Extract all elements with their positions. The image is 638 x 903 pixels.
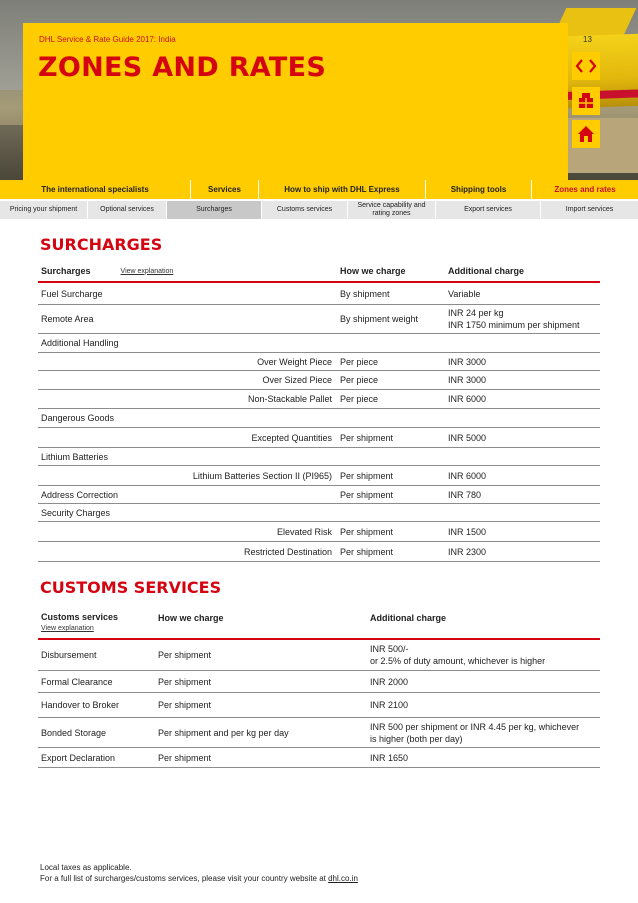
table-header-row	[38, 608, 600, 638]
row-name: Over Weight Piece	[38, 353, 336, 371]
cube-icon	[577, 92, 595, 110]
tab-import-services[interactable]: Import services	[541, 201, 638, 219]
row-how: Per shipment	[336, 522, 442, 542]
tab-how-to-ship[interactable]: How to ship with DHL Express	[259, 180, 425, 199]
col-header-how: How we charge	[158, 613, 224, 623]
row-charge: INR 2100	[364, 693, 600, 718]
row-name: Lithium Batteries Section II (PI965)	[38, 466, 336, 486]
row-name: Remote Area	[38, 305, 336, 334]
row-name: Address Correction	[38, 486, 336, 504]
col-header-additional: Additional charge	[370, 613, 447, 623]
row-how	[336, 334, 442, 353]
row-how: Per shipment	[336, 542, 442, 562]
tab-services[interactable]: Services	[191, 180, 258, 199]
table-row	[38, 718, 600, 748]
tab-pricing-your-shipment[interactable]: Pricing your shipment	[0, 201, 87, 219]
contents-button[interactable]	[572, 87, 600, 115]
row-charge: INR 2300	[442, 542, 600, 562]
row-charge	[364, 640, 600, 671]
view-explanation-link[interactable]: View explanation	[120, 267, 174, 275]
row-charge: INR 2000	[364, 671, 600, 693]
home-icon	[577, 125, 595, 143]
table-row	[38, 371, 600, 390]
row-charge: INR 1500	[442, 522, 600, 542]
tab-shipping-tools[interactable]: Shipping tools	[426, 180, 531, 199]
row-name: Formal Clearance	[38, 671, 154, 693]
row-how: Per shipment	[336, 466, 442, 486]
row-charge	[442, 448, 600, 466]
tab-zones-and-rates[interactable]: Zones and rates	[532, 180, 638, 199]
row-charge: INR 6000	[442, 390, 600, 409]
row-charge	[442, 305, 600, 334]
row-how: Per shipment	[154, 640, 364, 671]
row-how: Per shipment	[154, 748, 364, 768]
table-row	[38, 466, 600, 486]
charge-line: INR 500/-	[370, 644, 409, 654]
row-name: Disbursement	[38, 640, 154, 671]
row-charge: INR 3000	[442, 353, 600, 371]
tab-international-specialists[interactable]: The international specialists	[0, 180, 190, 199]
row-how	[336, 409, 442, 428]
row-how: Per shipment and per kg per day	[154, 718, 364, 748]
row-charge	[364, 718, 600, 748]
row-name: Restricted Destination	[38, 542, 336, 562]
col-header-surcharges	[38, 261, 336, 281]
row-charge: INR 780	[442, 486, 600, 504]
tab-optional-services[interactable]: Optional services	[88, 201, 166, 219]
row-charge	[442, 504, 600, 522]
row-name: Non-Stackable Pallet	[38, 390, 336, 409]
row-charge: INR 5000	[442, 428, 600, 448]
table-row	[38, 486, 600, 504]
table-row	[38, 693, 600, 718]
view-explanation-link[interactable]: View explanation	[41, 625, 94, 632]
row-how: Per piece	[336, 353, 442, 371]
row-how: Per piece	[336, 371, 442, 390]
row-name: Dangerous Goods	[38, 409, 336, 428]
prev-next-button[interactable]	[572, 52, 600, 80]
table-row	[38, 390, 600, 409]
row-how	[336, 504, 442, 522]
row-how: Per shipment	[154, 693, 364, 718]
table-row	[38, 409, 600, 428]
secondary-nav	[0, 201, 638, 219]
table-row	[38, 448, 600, 466]
page-number: 13	[583, 35, 592, 44]
row-charge	[442, 334, 600, 353]
guide-title: DHL Service & Rate Guide 2017: India	[39, 35, 176, 44]
table-row	[38, 671, 600, 693]
row-charge	[442, 409, 600, 428]
surcharges-heading: SURCHARGES	[40, 235, 163, 254]
row-how	[336, 448, 442, 466]
col-header-additional: Additional charge	[448, 266, 525, 276]
table-row	[38, 748, 600, 768]
footer-line: Local taxes as applicable.	[40, 863, 132, 872]
title-panel	[23, 23, 568, 180]
table-row	[38, 334, 600, 353]
customs-heading: CUSTOMS SERVICES	[40, 578, 222, 597]
country-website-link[interactable]: dhl.co.in	[328, 874, 358, 883]
charge-line: INR 1750 minimum per shipment	[448, 320, 580, 330]
row-name: Security Charges	[38, 504, 336, 522]
row-how: Per shipment	[336, 428, 442, 448]
row-how: Per shipment	[154, 671, 364, 693]
row-charge: INR 6000	[442, 466, 600, 486]
table-row	[38, 640, 600, 671]
col-header-label: Surcharges	[41, 266, 91, 276]
home-button[interactable]	[572, 120, 600, 148]
row-how: By shipment	[336, 283, 442, 305]
tab-service-capability[interactable]: Service capability and rating zones	[348, 201, 435, 219]
row-how: By shipment weight	[336, 305, 442, 334]
row-name: Over Sized Piece	[38, 371, 336, 390]
table-row	[38, 283, 600, 305]
tab-surcharges[interactable]: Surcharges	[167, 201, 261, 219]
surcharges-table	[38, 261, 600, 562]
row-name: Additional Handling	[38, 334, 336, 353]
col-header-how: How we charge	[340, 266, 406, 276]
table-header-row	[38, 261, 600, 281]
footer-line	[40, 873, 358, 884]
col-header-label: Customs services	[41, 612, 119, 622]
col-header-customs	[38, 608, 154, 638]
row-name: Bonded Storage	[38, 718, 154, 748]
table-row	[38, 305, 600, 334]
table-row	[38, 522, 600, 542]
footer-text: For a full list of surcharges/customs services, please visit your country website at	[40, 874, 329, 883]
customs-table	[38, 608, 600, 768]
row-how: Per piece	[336, 390, 442, 409]
row-charge: INR 1650	[364, 748, 600, 768]
table-row	[38, 428, 600, 448]
page-title: ZONES AND RATES	[38, 52, 327, 83]
footer-note	[40, 862, 358, 884]
row-name: Fuel Surcharge	[38, 283, 336, 305]
table-row	[38, 353, 600, 371]
row-name: Export Declaration	[38, 748, 154, 768]
tab-customs-services[interactable]: Customs services	[262, 201, 347, 219]
tab-export-services[interactable]: Export services	[436, 201, 540, 219]
charge-line: or 2.5% of duty amount, whichever is higher	[370, 656, 546, 666]
row-charge: INR 3000	[442, 371, 600, 390]
row-how: Per shipment	[336, 486, 442, 504]
row-charge: Variable	[442, 283, 600, 305]
row-name: Handover to Broker	[38, 693, 154, 718]
charge-line: is higher (both per day)	[370, 733, 463, 744]
arrows-icon	[575, 59, 597, 73]
charge-line: INR 24 per kg	[448, 308, 504, 318]
row-name: Elevated Risk	[38, 522, 336, 542]
table-row	[38, 542, 600, 562]
row-name: Excepted Quantities	[38, 428, 336, 448]
charge-line: INR 500 per shipment or INR 4.45 per kg, whichever	[370, 721, 580, 732]
table-row	[38, 504, 600, 522]
primary-nav	[0, 180, 638, 199]
row-name: Lithium Batteries	[38, 448, 336, 466]
